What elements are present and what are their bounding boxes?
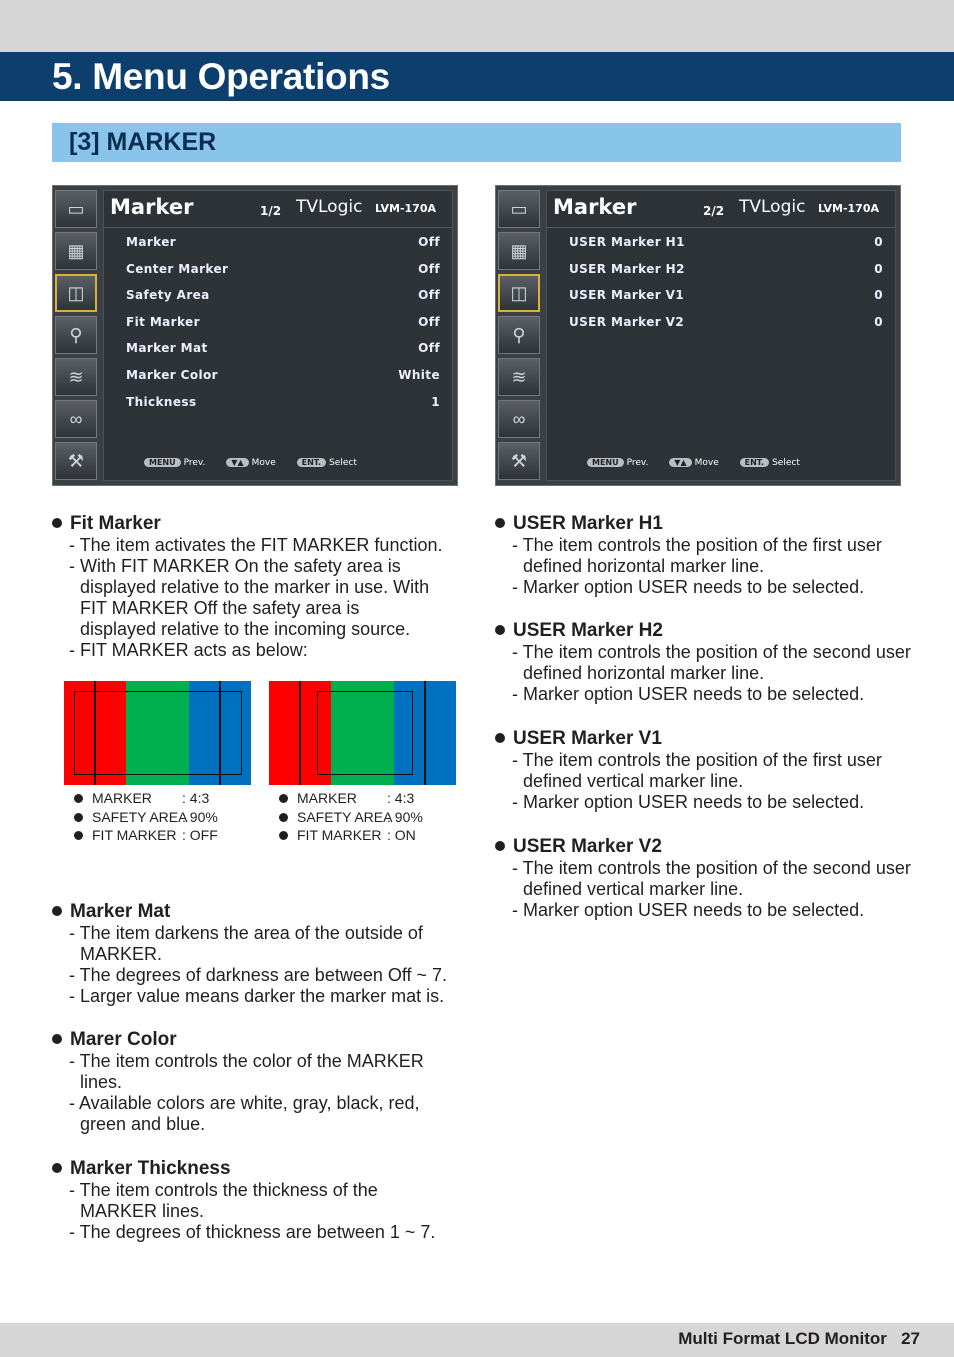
marker-thickness-line: - The item controls the thickness of the MARKER lines. [69,1180,378,1221]
page-title: 5. Menu Operations [52,56,390,97]
colorbar-figure-off [64,681,251,785]
model-name: LVM-170A [375,202,436,215]
bullet-icon [52,1034,62,1044]
brand-logo: TVLogic [296,197,363,217]
brand-logo: TVLogic [739,197,806,217]
osd-row: Marker Off [126,235,440,249]
bullet-icon [52,518,62,528]
osd-page: 2/2 [703,204,725,218]
footer-text: Multi Format LCD Monitor 27 [678,1329,920,1348]
color-icon: ▦ [55,232,97,270]
top-band [0,0,954,52]
marker-thickness-line: - The degrees of thickness are between 1 ~ 7. [69,1222,436,1242]
osd-row: Center Marker Off [126,261,440,276]
marker-mat-line: - Larger value means darker the marker mat is. [69,986,445,1006]
wrench-icon: ⚒ [498,442,540,480]
fit-marker-heading: Fit Marker [52,513,472,535]
osd-marker-page2 [495,185,901,486]
osd-rows [569,235,883,341]
marker-line [424,681,426,785]
osd-panel [546,190,896,481]
user-marker-v1-line: - Marker option USER needs to be selected. [512,792,865,812]
marker-thickness-heading: Marker Thickness [52,1158,472,1180]
colorbar-figure-on [269,681,456,785]
marer-color-line: - The item controls the color of the MARKER lines. [69,1051,424,1092]
fit-marker-line: - FIT MARKER acts as below: [69,640,308,660]
osd-row: Safety Area Off [126,288,440,303]
user-marker-h2-heading: USER Marker H2 [495,620,915,642]
wrench-icon: ⚒ [55,442,97,480]
bullet-icon [495,518,505,528]
marker-thickness-section [52,1158,472,1243]
osd-row: USER Marker V1 0 [569,288,883,303]
osd-marker-page1 [52,185,458,486]
osd-header [104,191,452,228]
osd-page: 1/2 [260,204,282,218]
audio-icon: ∞ [55,400,97,438]
user-marker-h1-heading: USER Marker H1 [495,513,915,535]
user-marker-h1-line: - Marker option USER needs to be selected. [512,577,865,597]
osd-rows [126,235,440,421]
marker-mat-line: - The degrees of darkness are between Off ~ 7. [69,965,448,985]
osd-row: Marker Color White [126,367,440,382]
section-bar [52,123,901,162]
osd-row: USER Marker H1 0 [569,235,883,249]
user-marker-v1-line: - The item controls the position of the first user defined vertical marker line. [512,750,882,791]
osd-title: Marker [553,195,637,219]
user-marker-v2-section [495,836,915,921]
osd-footer: MENU Prev. ▼▲ Move ENT. Select [587,458,895,474]
marker-mat-section [52,901,472,1007]
marker-mat-line: - The item darkens the area of the outside of MARKER. [69,923,423,964]
osd-header [547,191,895,228]
fit-marker-line: - The item activates the FIT MARKER function. [69,535,443,555]
figure-legend-off: MARKER : 4:3 SAFETY AREA: 90% FIT MARKER : OFF [74,789,218,845]
monitor-icon: ▭ [55,190,97,228]
model-name: LVM-170A [818,202,879,215]
marer-color-line: - Available colors are white, gray, black, red, green and blue. [69,1093,420,1134]
user-marker-h2-line: - Marker option USER needs to be selected. [512,684,865,704]
safety-area-box [74,691,242,775]
antenna-icon: ⚲ [498,316,540,354]
antenna-icon: ⚲ [55,316,97,354]
footer-bar [0,1323,954,1357]
osd-row: USER Marker H2 0 [569,261,883,276]
user-marker-h2-section [495,620,915,705]
osd-row: Fit Marker Off [126,314,440,329]
figure-legend-on: MARKER : 4:3 SAFETY AREA: 90% FIT MARKER : ON [279,789,423,845]
user-marker-v1-section [495,728,915,813]
bullet-icon [495,733,505,743]
osd-title: Marker [110,195,194,219]
user-marker-h2-line: - The item controls the position of the second user defined horizontal marker line. [512,642,911,683]
fit-marker-line: - With FIT MARKER On the safety area is displayed relative to the marker in use. With FIT MARKER Off the safety area is displayed relative to the incoming source. [69,556,430,639]
color-icon: ▦ [498,232,540,270]
osd-icon-column [55,190,99,482]
user-marker-h1-section [495,513,915,598]
monitor-icon: ▭ [498,190,540,228]
bullet-icon [495,625,505,635]
user-marker-v2-line: - The item controls the position of the second user defined vertical marker line. [512,858,911,899]
user-marker-v2-line: - Marker option USER needs to be selected. [512,900,865,920]
safety-area-box [317,691,413,775]
bullet-icon [495,841,505,851]
marker-icon: ◫ [498,274,540,312]
waveform-icon: ≋ [55,358,97,396]
user-marker-v2-heading: USER Marker V2 [495,836,915,858]
osd-panel [103,190,453,481]
bullet-icon [52,906,62,916]
marker-icon: ◫ [55,274,97,312]
user-marker-h1-line: - The item controls the position of the first user defined horizontal marker line. [512,535,882,576]
title-bar [0,52,954,101]
waveform-icon: ≋ [498,358,540,396]
marker-mat-heading: Marker Mat [52,901,472,923]
marker-line [299,681,301,785]
user-marker-v1-heading: USER Marker V1 [495,728,915,750]
osd-footer: MENU Prev. ▼▲ Move ENT. Select [144,458,452,474]
marer-color-section [52,1029,472,1135]
osd-icon-column [498,190,542,482]
osd-row: Thickness 1 [126,394,440,409]
audio-icon: ∞ [498,400,540,438]
fit-marker-section [52,513,472,661]
osd-row: USER Marker V2 0 [569,314,883,329]
bullet-icon [52,1163,62,1173]
section-title: [3] MARKER [69,128,217,156]
marer-color-heading: Marer Color [52,1029,472,1051]
osd-row: Marker Mat Off [126,341,440,356]
